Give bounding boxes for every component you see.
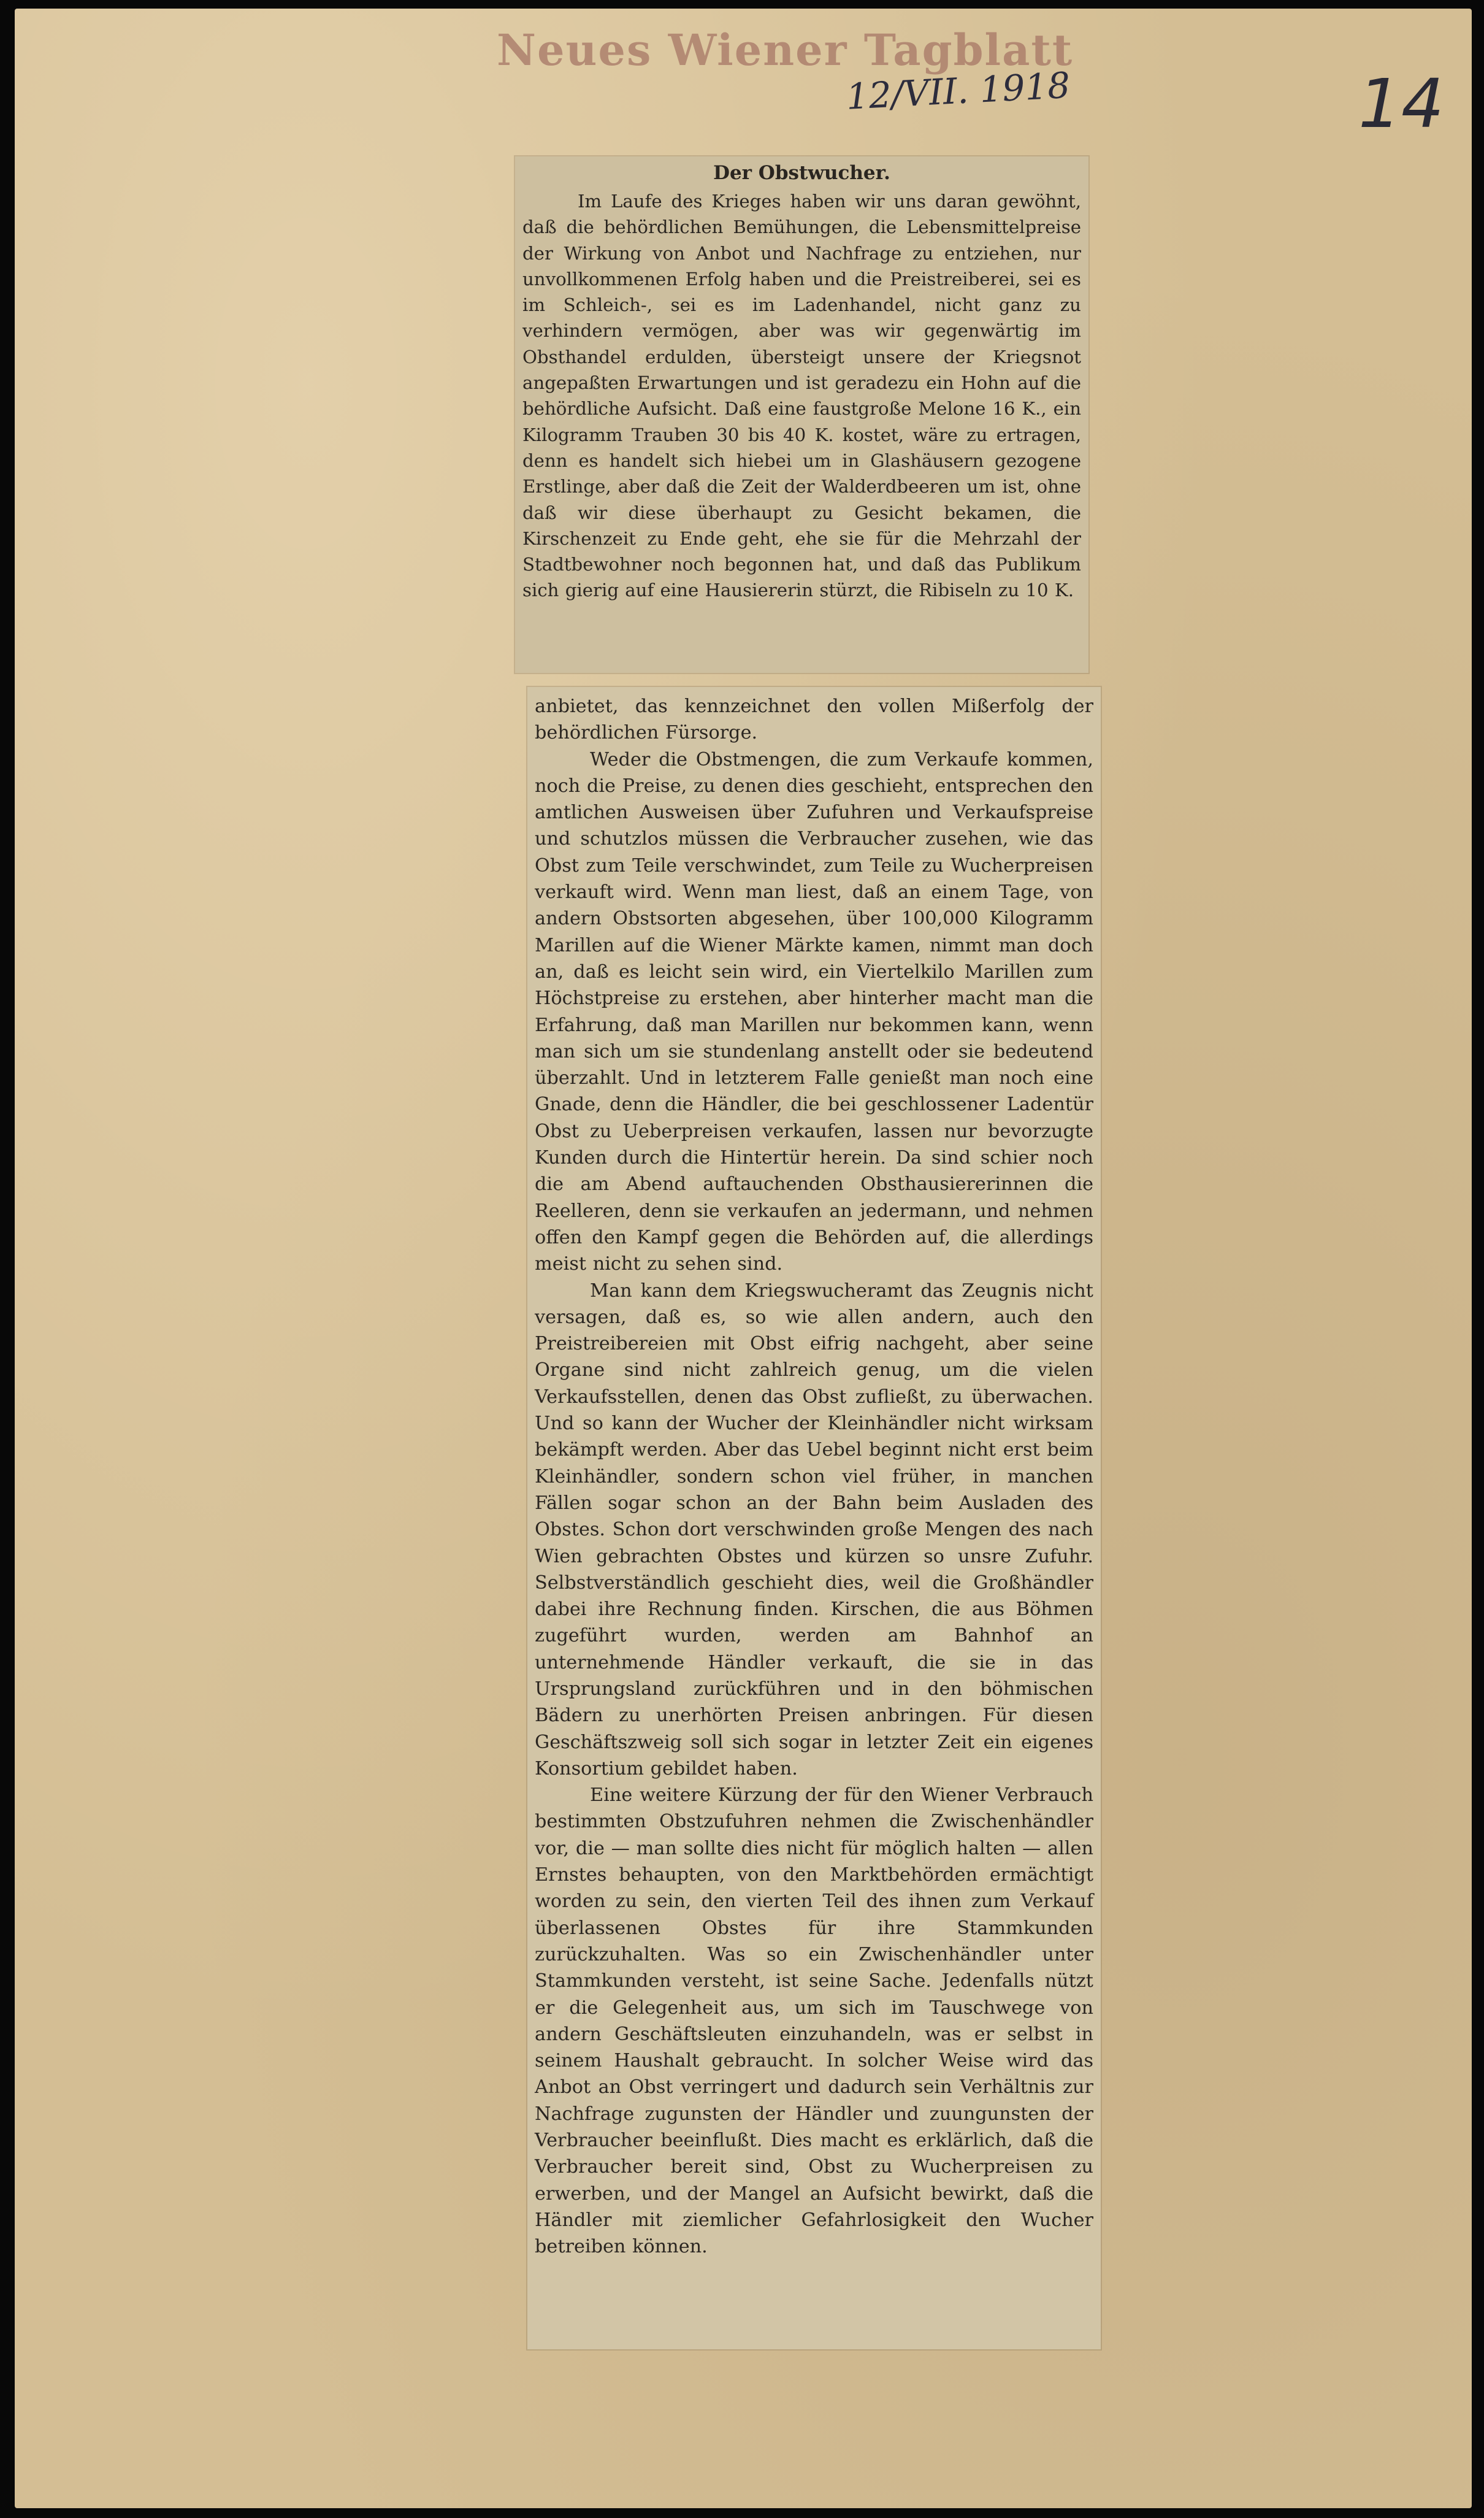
- handwritten-page-number: 14: [1358, 64, 1444, 143]
- handwritten-date: 12/VII. 1918: [845, 64, 1071, 118]
- article-paragraph: anbietet, das kennzeichnet den vollen Mißerfolg der behördlichen Fürsorge.: [535, 696, 1093, 744]
- article-headline: Der Obstwucher.: [713, 162, 890, 184]
- article-paragraph: Weder die Obstmengen, die zum Verkaufe kommen, noch die Preise, zu denen dies geschieht, entsprechen den amtlichen Ausweisen über Zufuhren und Verkaufspreise und schutzlos müssen die Verbraucher zusehen, wie das Obst zum Teile verschwindet, zum Teile zu Wucherpreisen verkauft wird. Wenn man liest, daß an einem Tage, von andern Obstsorten abgesehen, über 100,000 Kilogramm Marillen auf die Wiener Märkte kamen, nimmt man doch an, daß es leicht sein wird, ein Viertelkilo Marillen zum Höchstpreise zu erstehen, aber hinterher macht man die Erfahrung, daß man Marillen nur bekommen kann, wenn man sich um sie stundenlang anstellt oder sie bedeutend überzahlt. Und in letzterem Falle genießt man noch eine Gnade, denn die Händler, die bei geschlossener Ladentür Obst zu Ueberpreisen verkaufen, lassen nur bevorzugte Kunden durch die Hintertür herein. Da sind schier noch die am Abend auftauchenden Obsthausiererinnen die Reelleren, denn sie verkaufen an jedermann, und nehmen offen den Kampf gegen die Behörden auf, die allerdings meist nicht zu sehen sind.: [535, 748, 1093, 1275]
- article-paragraph: Im Laufe des Krieges haben wir uns daran gewöhnt, daß die behördlichen Bemühungen, die Lebensmittelpreise der Wirkung von Anbot und Nachfrage zu entziehen, nur unvollkommenen Erfolg haben und die Preistreiberei, sei es im Schleich-, sei es im Ladenhandel, nicht ganz zu verhindern vermögen, aber was wir gegenwärtig im Obsthandel erdulden, übersteigt unsere der Kriegsnot angepaßten Erwartungen und ist geradezu ein Hohn auf die behördliche Aufsicht. Daß eine faustgroße Melone 16 K., ein Kilogramm Trauben 30 bis 40 K. kostet, wäre zu ertragen, denn es handelt sich hiebei um in Glashäusern gezogene Erstlinge, aber daß die Zeit der Walderdbeeren um ist, ohne daß wir diese überhaupt zu Gesicht bekamen, die Kirschenzeit zu Ende geht, ehe sie für die Mehrzahl der Stadtbewohner noch begonnen hat, und daß das Publikum sich gierig auf eine Hausiererin stürzt, die Ribiseln zu 10 K.: [522, 191, 1081, 601]
- article-paragraph: Man kann dem Kriegswucheramt das Zeugnis nicht versagen, daß es, so wie allen andern, auch den Preistreibereien mit Obst eifrig nachgeht, aber seine Organe sind nicht zahlreich genug, um die vielen Verkaufsstellen, denen das Obst zufließt, zu überwachen. Und so kann der Wucher der Kleinhändler nicht wirksam bekämpft werden. Aber das Uebel beginnt nicht erst beim Kleinhändler, sondern schon viel früher, in manchen Fällen sogar schon an der Bahn beim Ausladen des Obstes. Schon dort verschwinden große Mengen des nach Wien gebrachten Obstes und kürzen so unsre Zufuhr. Selbstverständlich geschieht dies, weil die Großhändler dabei ihre Rechnung finden. Kirschen, die aus Böhmen zugeführt wurden, werden am Bahnhof an unternehmende Händler verkauft, die sie in das Ursprungsland zurückführen und in den böhmischen Bädern zu unerhörten Preisen anbringen. Für diesen Geschäftszweig soll sich sogar in letzter Zeit ein eigenes Konsortium gebildet haben.: [535, 1280, 1093, 1779]
- clipping-part-2: [527, 687, 1101, 2349]
- article-paragraph: Eine weitere Kürzung der für den Wiener Verbrauch bestimmten Obstzufuhren nehmen die Zwischenhändler vor, die — man sollte dies nicht für möglich halten — allen Ernstes behaupten, von den Marktbehörden ermächtigt worden zu sein, den vierten Teil des ihnen zum Verkauf überlassenen Obstes für ihre Stammkunden zurückzuhalten. Was so ein Zwischenhändler unter Stammkunden versteht, ist seine Sache. Jedenfalls nützt er die Gelegenheit aus, um sich im Tauschwege von andern Geschäftsleuten einzuhandeln, was er selbst in seinem Haushalt gebraucht. In solcher Weise wird das Anbot an Obst verringert und dadurch sein Verhältnis zur Nachfrage zugunsten der Händler und zuungunsten der Verbraucher beeinflußt. Dies macht es erklärlich, daß die Verbraucher bereit sind, Obst zu Wucherpreisen zu erwerben, und der Mangel an Aufsicht bewirkt, daß die Händler mit ziemlicher Gefahrlosigkeit den Wucher betreiben können.: [535, 1784, 1093, 2258]
- newspaper-stamp: Neues Wiener Tagblatt: [497, 25, 1074, 75]
- clipping-part-1: [515, 156, 1088, 673]
